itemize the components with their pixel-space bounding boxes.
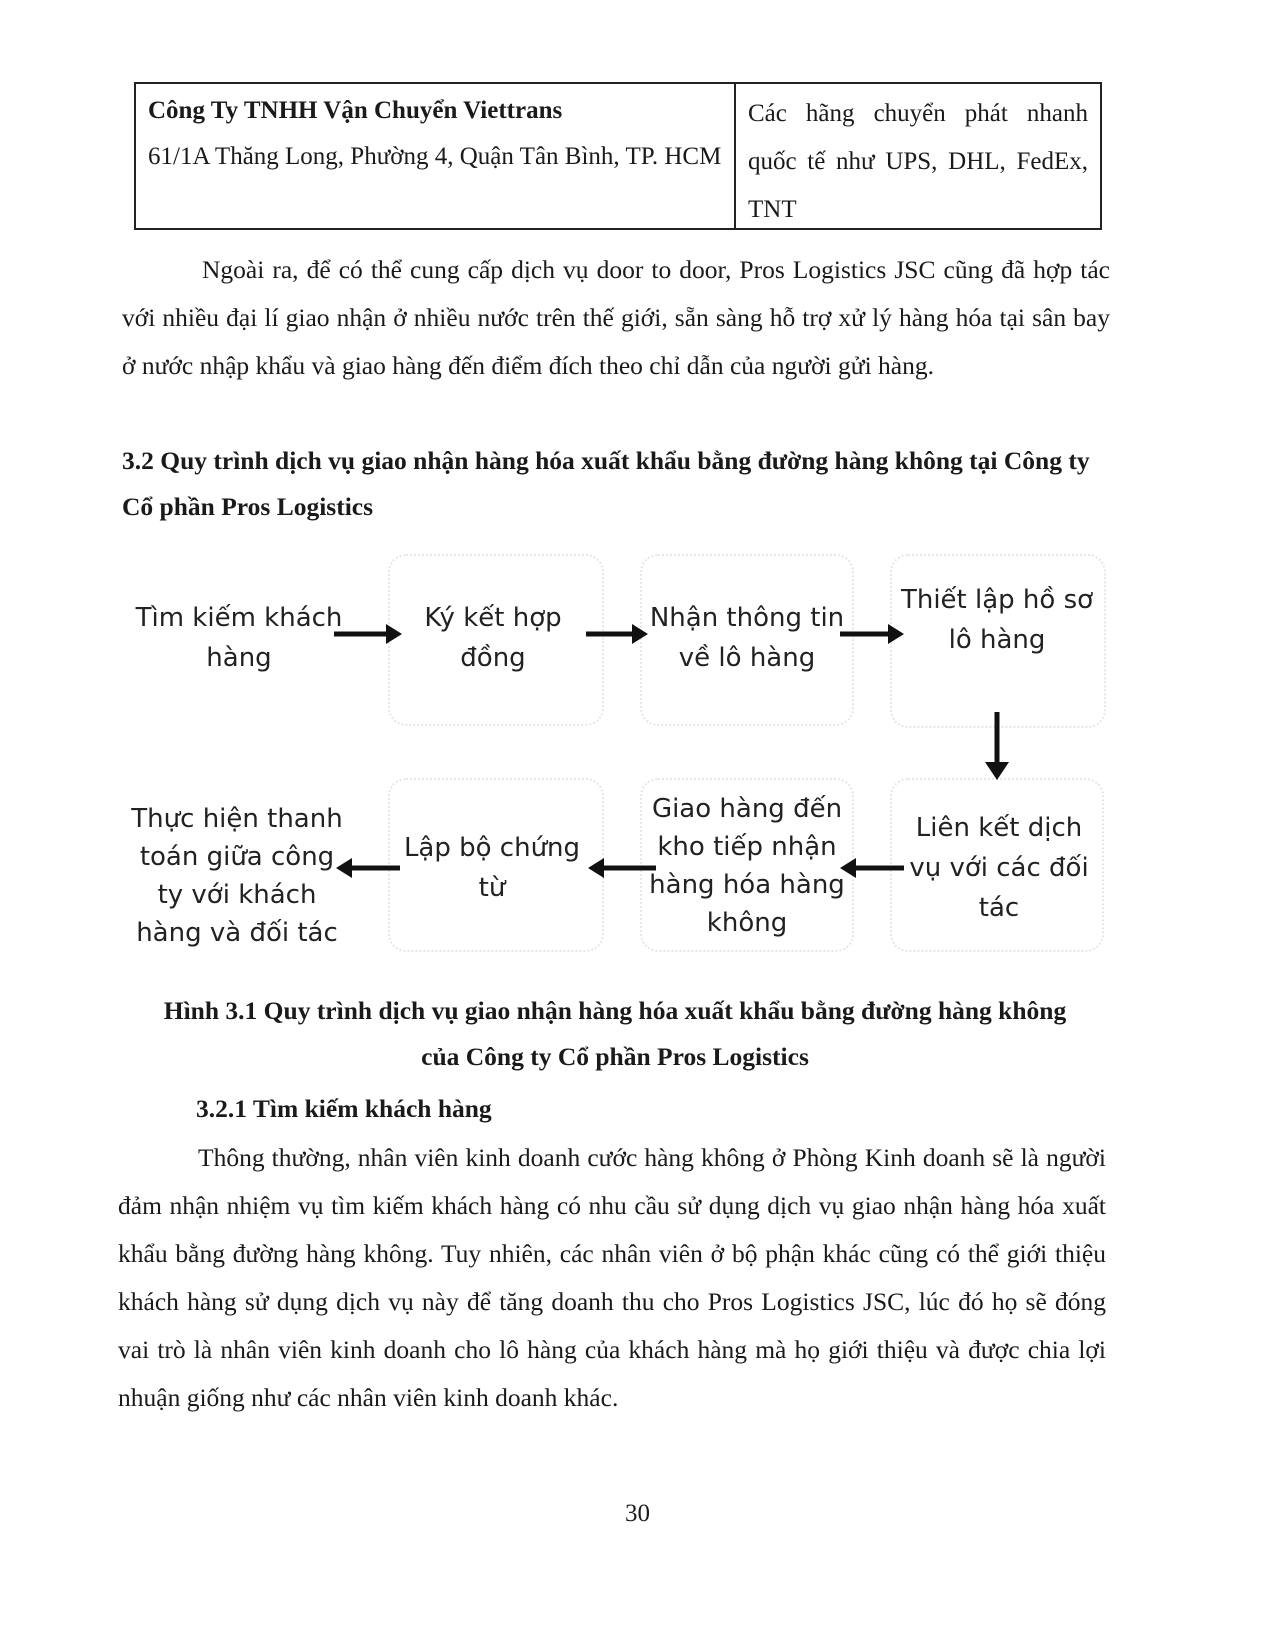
step-prepare-documents: Lập bộ chứng từ — [403, 833, 581, 903]
table-cell-partners: Các hãng chuyển phát nhanh quốc tế như UPS, DHL, FedEx, TNT — [748, 100, 1088, 223]
arrow-right-2 — [586, 622, 650, 646]
section-heading: 3.2 Quy trình dịch vụ giao nhận hàng hóa xuất khẩu bằng đường hàng không tại Công ty Cổ phần Pros Logistics — [122, 446, 1090, 521]
arrow-left-3 — [334, 856, 400, 880]
figure-caption: Hình 3.1 Quy trình dịch vụ giao nhận hàng hóa xuất khẩu bằng đường hàng không của Công ty Cổ phần Pros Logistics — [163, 996, 1067, 1071]
step-sign-contract: Ký kết hợp đồng — [424, 603, 562, 673]
table-cell-company — [136, 84, 736, 228]
arrow-left-1 — [838, 856, 904, 880]
paragraph-door-to-door: Ngoài ra, để có thể cung cấp dịch vụ door to door, Pros Logistics JSC cũng đã hợp tác với nhiều đại lí giao nhận ở nhiều nước trên thế giới, sẵn sàng hỗ trợ xử lý hàng hóa tại sân bay ở nước nhập khẩu và giao hàng đến điểm đích theo chỉ dẫn của người gửi hàng. — [122, 255, 1110, 380]
step-payment-settlement: Thực hiện thanh toán giữa công ty với khách hàng và đối tác — [131, 804, 343, 948]
arrow-down — [982, 712, 1012, 782]
arrow-left-2 — [586, 856, 656, 880]
step-setup-shipment-file: Thiết lập hồ sơ lô hàng — [900, 585, 1094, 655]
arrow-right-3 — [840, 622, 906, 646]
step-link-partner-services: Liên kết dịch vụ với các đối tác — [909, 813, 1089, 923]
paragraph-find-customer: Thông thường, nhân viên kinh doanh cước hàng không ở Phòng Kinh doanh sẽ là người đảm nhận nhiệm vụ tìm kiếm khách hàng có nhu cầu sử dụng dịch vụ giao nhận hàng hóa xuất khẩu bằng đường hàng không. Tuy nhiên, các nhân viên ở bộ phận khác cũng có thể giới thiệu khách hàng sử dụng dịch vụ này để tăng doanh thu cho Pros Logistics JSC, lúc đó họ sẽ đóng vai trò là nhân viên kinh doanh cho lô hàng của khách hàng mà họ giới thiệu và được chia lợi nhuận giống như các nhân viên kinh doanh khác. — [118, 1143, 1106, 1412]
step-find-customer: Tìm kiếm khách hàng — [135, 603, 343, 673]
step-receive-shipment-info: Nhận thông tin về lô hàng — [649, 603, 845, 673]
arrow-right-1 — [334, 622, 404, 646]
page-number: 30 — [625, 1500, 650, 1527]
step-deliver-to-air-cargo-warehouse: Giao hàng đến kho tiếp nhận hàng hóa hàng không — [649, 794, 845, 938]
subsection-heading: 3.2.1 Tìm kiếm khách hàng — [196, 1094, 492, 1123]
company-address: 61/1A Thăng Long, Phường 4, Quận Tân Bình, TP. HCM — [148, 143, 722, 170]
partner-table — [134, 82, 1102, 230]
company-name: Công Ty TNHH Vận Chuyển Viettrans — [148, 97, 563, 124]
